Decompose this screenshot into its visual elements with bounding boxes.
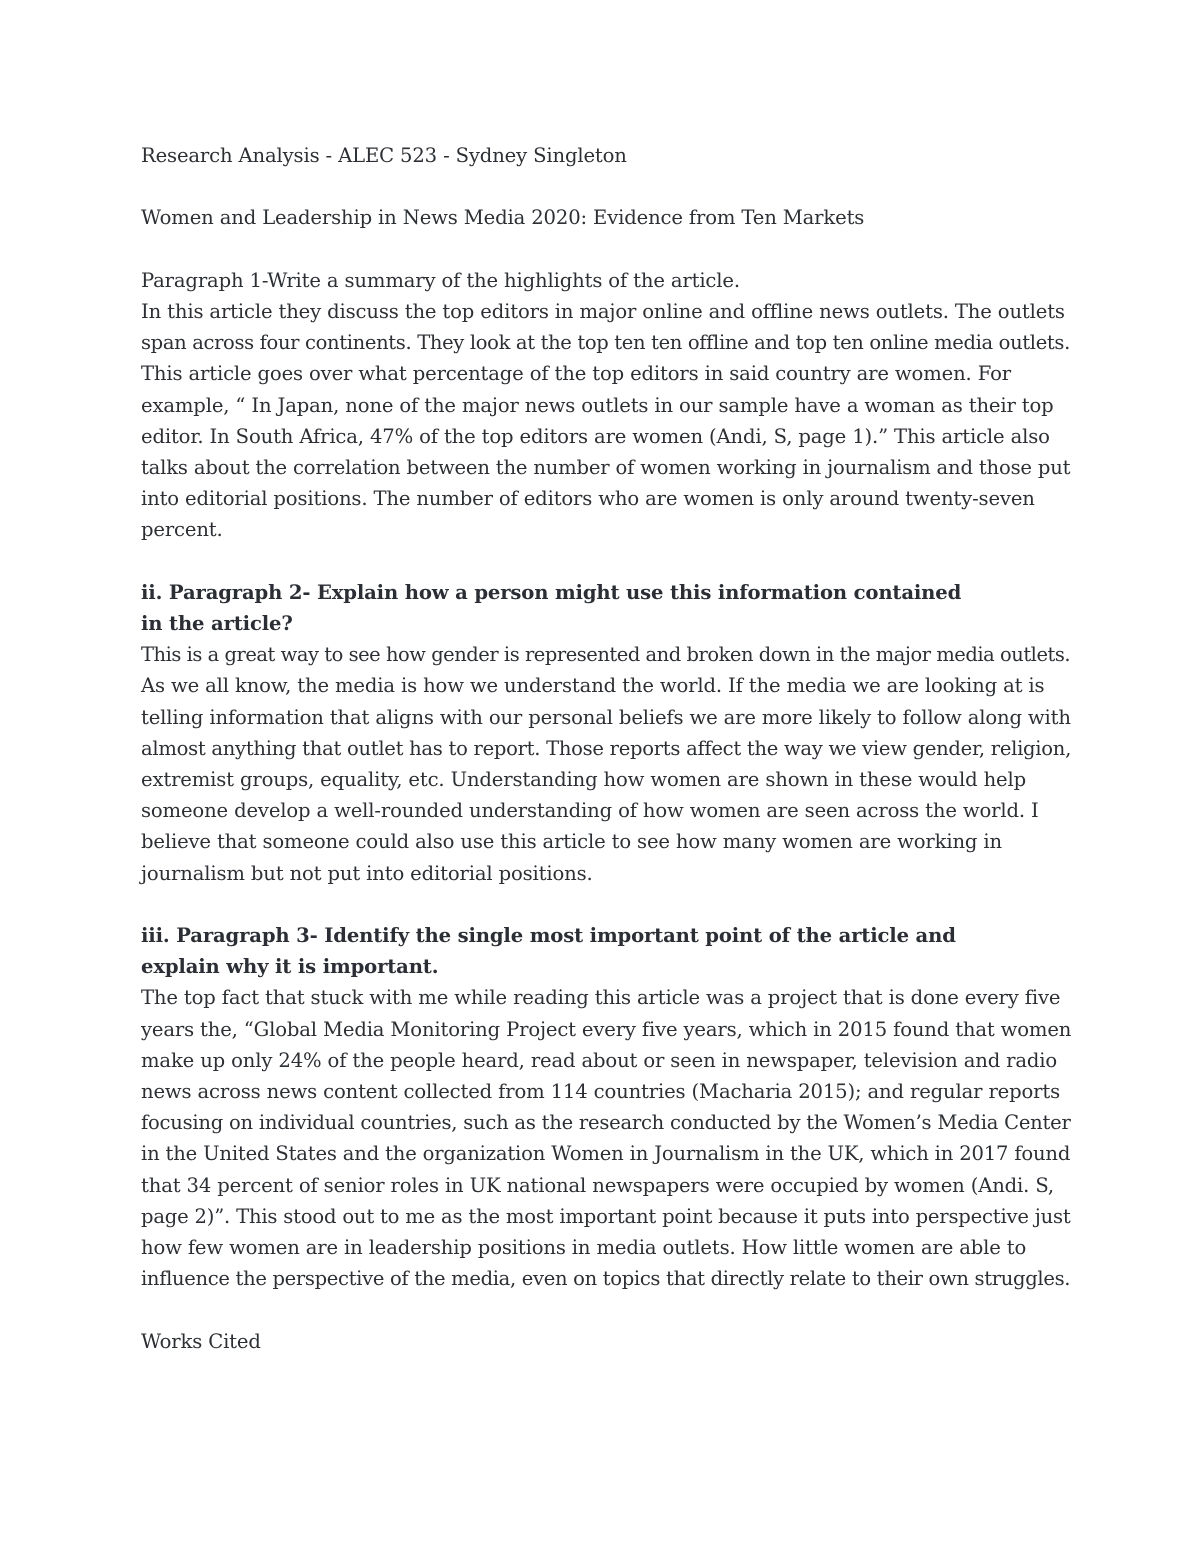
paragraph-line: talks about the correlation between the number of women working in journalism and those put [141, 456, 1071, 479]
paragraph-line: In this article they discuss the top editors in major online and offline news outlets. The outlets [141, 299, 1065, 323]
paragraph-line: how few women are in leadership positions in media outlets. How little women are able to [141, 1236, 1027, 1260]
paragraph-line: years the, “Global Media Monitoring Project every five years, which in 2015 found that women [141, 1017, 1072, 1041]
paragraph-line: into editorial positions. The number of editors who are women is only around twenty-seven [141, 487, 1035, 511]
paragraph-line: extremist groups, equality, etc. Understanding how women are shown in these would help [141, 768, 1026, 792]
paragraph-3-body [141, 982, 1071, 1294]
spacer [141, 889, 1071, 920]
paragraph-line: believe that someone could also use this article to see how many women are working in [141, 830, 1002, 854]
spacer [141, 546, 1071, 577]
paragraph-line: someone develop a well-rounded understanding of how women are seen across the world. I [141, 799, 1039, 823]
article-title: Women and Leadership in News Media 2020: Evidence from Ten Markets [141, 206, 865, 230]
works-cited-label: Works Cited [141, 1329, 261, 1353]
paragraph-line: influence the perspective of the media, even on topics that directly relate to their own struggles. [141, 1267, 1071, 1291]
paragraph-line: editor. In South Africa, 47% of the top editors are women (Andi, S, page 1).” This article also [141, 424, 1050, 448]
paragraph-line: page 2)”. This stood out to me as the most important point because it puts into perspective just [141, 1204, 1071, 1228]
course-line: Research Analysis - ALEC 523 - Sydney Singleton [141, 144, 627, 167]
paragraph-line: This article goes over what percentage of the top editors in said country are women. For [141, 362, 1011, 386]
paragraph-line: percent. [141, 518, 223, 542]
spacer [141, 171, 1071, 202]
paragraph-2-heading: ii. Paragraph 2- Explain how a person might use this information contained in the article? [141, 580, 962, 635]
spacer [141, 1294, 1071, 1325]
paragraph-line: make up only 24% of the people heard, read about or seen in newspaper, television and radio [141, 1048, 1058, 1072]
paragraph-line: telling information that aligns with our personal beliefs we are more likely to follow along with [141, 705, 1071, 729]
paragraph-2-body [141, 639, 1071, 889]
paragraph-line: This is a great way to see how gender is represented and broken down in the major media outlets. [141, 643, 1071, 667]
paragraph-line: As we all know, the media is how we understand the world. If the media we are looking at is [141, 674, 1045, 698]
spacer [141, 234, 1071, 265]
paragraph-line: The top fact that stuck with me while reading this article was a project that is done every five [141, 986, 1061, 1010]
paragraph-line: almost anything that outlet has to report. Those reports affect the way we view gender, religion, [141, 736, 1072, 760]
paragraph-line: example, “ In Japan, none of the major news outlets in our sample have a woman as their top [141, 393, 1054, 417]
document-body [141, 140, 1071, 1357]
paragraph-line: news across news content collected from 114 countries (Macharia 2015); and regular reports [141, 1080, 1061, 1104]
paragraph-line: in the United States and the organization Women in Journalism in the UK, which in 2017 found [141, 1142, 1071, 1166]
paragraph-line: journalism but not put into editorial positions. [141, 861, 593, 885]
paragraph-1-body [141, 296, 1071, 546]
paragraph-line: focusing on individual countries, such as the research conducted by the Women’s Media Center [141, 1111, 1071, 1135]
paragraph-1-prompt: Paragraph 1-Write a summary of the highlights of the article. [141, 268, 740, 292]
paragraph-line: span across four continents. They look at the top ten ten offline and top ten online media outlets. [141, 331, 1070, 355]
paragraph-3-heading: iii. Paragraph 3- Identify the single most important point of the article and explain why it is important. [141, 924, 956, 979]
paragraph-line: that 34 percent of senior roles in UK national newspapers were occupied by women (Andi. S, [141, 1173, 1054, 1197]
